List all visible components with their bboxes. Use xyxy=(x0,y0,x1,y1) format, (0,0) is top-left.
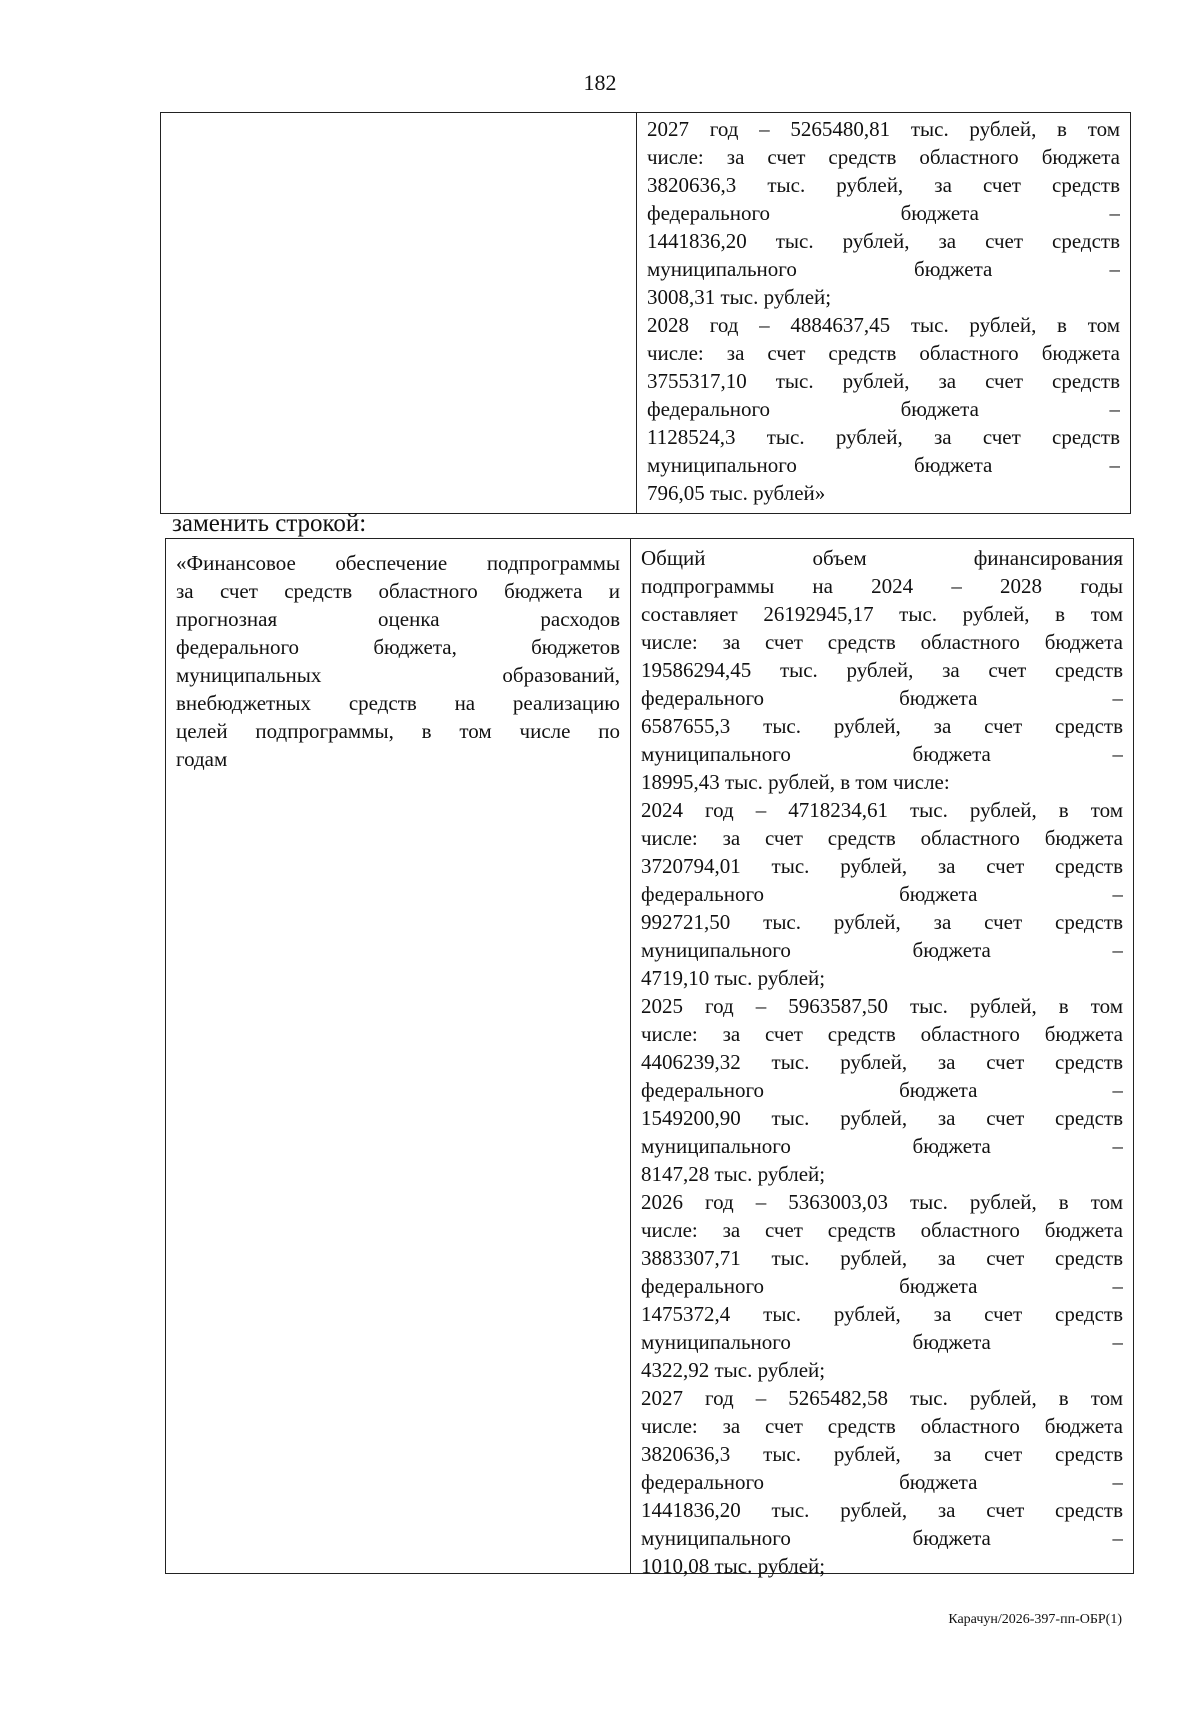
text-line: муниципального бюджета – xyxy=(641,938,1123,962)
text-line: 992721,50 тыс. рублей, за счет средств xyxy=(641,910,1123,934)
table-old-right-text xyxy=(637,113,1130,507)
text-line: 2025 год – 5963587,50 тыс. рублей, в том xyxy=(641,994,1123,1018)
text-line: 3008,31 тыс. рублей; xyxy=(647,285,832,309)
text-line: 796,05 тыс. рублей» xyxy=(647,481,826,505)
text-line: Общий объем финансирования xyxy=(641,546,1123,570)
text-line: числе: за счет средств областного бюджета xyxy=(647,145,1120,169)
text-line: федерального бюджета – xyxy=(641,686,1123,710)
text-line: федерального бюджета – xyxy=(641,882,1123,906)
text-line: 1441836,20 тыс. рублей, за счет средств xyxy=(647,229,1120,253)
text-line: 6587655,3 тыс. рублей, за счет средств xyxy=(641,714,1123,738)
table-new-right-cell xyxy=(631,539,1133,1578)
text-line: внебюджетных средств на реализацию xyxy=(176,691,620,715)
text-line: муниципального бюджета – xyxy=(641,1526,1123,1550)
table-new-row xyxy=(165,538,1134,1578)
text-line: 1475372,4 тыс. рублей, за счет средств xyxy=(641,1302,1123,1326)
text-line: 2027 год – 5265482,58 тыс. рублей, в том xyxy=(641,1386,1123,1410)
text-line: муниципального бюджета – xyxy=(641,1330,1123,1354)
text-line: 1128524,3 тыс. рублей, за счет средств xyxy=(647,425,1120,449)
document-footer-code: Карачун/2026-397-пп-ОБР(1) xyxy=(948,1612,1122,1627)
text-line: 3755317,10 тыс. рублей, за счет средств xyxy=(647,369,1120,393)
text-line: федерального бюджета – xyxy=(641,1274,1123,1298)
table-new-right-text xyxy=(631,539,1133,1580)
text-line: федерального бюджета – xyxy=(647,201,1120,225)
text-line: «Финансовое обеспечение подпрограммы xyxy=(176,551,620,575)
text-line: подпрограммы на 2024 – 2028 годы xyxy=(641,574,1123,598)
text-line: 3720794,01 тыс. рублей, за счет средств xyxy=(641,854,1123,878)
text-line: числе: за счет средств областного бюджета xyxy=(641,1218,1123,1242)
text-line: числе: за счет средств областного бюджета xyxy=(647,341,1120,365)
text-line: 3820636,3 тыс. рублей, за счет средств xyxy=(641,1442,1123,1466)
table-old-right-cell xyxy=(637,113,1130,513)
text-line: числе: за счет средств областного бюджета xyxy=(641,1022,1123,1046)
table-new-left-text xyxy=(166,539,630,773)
text-line: 3820636,3 тыс. рублей, за счет средств xyxy=(647,173,1120,197)
text-line: муниципальных образований, xyxy=(176,663,620,687)
text-line: федерального бюджета – xyxy=(641,1078,1123,1102)
text-line: 2024 год – 4718234,61 тыс. рублей, в том xyxy=(641,798,1123,822)
text-line: 2028 год – 4884637,45 тыс. рублей, в том xyxy=(647,313,1120,337)
text-line: 8147,28 тыс. рублей; xyxy=(641,1162,826,1186)
text-line: 1441836,20 тыс. рублей, за счет средств xyxy=(641,1498,1123,1522)
text-line: 1010,08 тыс. рублей; xyxy=(641,1554,826,1578)
text-line: целей подпрограммы, в том числе по xyxy=(176,719,620,743)
text-line: федерального бюджета, бюджетов xyxy=(176,635,620,659)
table-old-left-cell xyxy=(161,113,637,513)
text-line: федерального бюджета – xyxy=(647,397,1120,421)
text-line: составляет 26192945,17 тыс. рублей, в том xyxy=(641,602,1123,626)
table-old-row xyxy=(160,112,1131,514)
replace-instruction: заменить строкой: xyxy=(172,510,367,537)
text-line: муниципального бюджета – xyxy=(647,257,1120,281)
text-line: 18995,43 тыс. рублей, в том числе: xyxy=(641,770,950,794)
text-line: муниципального бюджета – xyxy=(641,1134,1123,1158)
text-line: 1549200,90 тыс. рублей, за счет средств xyxy=(641,1106,1123,1130)
text-line: 2027 год – 5265480,81 тыс. рублей, в том xyxy=(647,117,1120,141)
text-line: федерального бюджета – xyxy=(641,1470,1123,1494)
text-line: прогнозная оценка расходов xyxy=(176,607,620,631)
text-line: числе: за счет средств областного бюджета xyxy=(641,1414,1123,1438)
text-line: 2026 год – 5363003,03 тыс. рублей, в том xyxy=(641,1190,1123,1214)
text-line: годам xyxy=(176,747,228,771)
text-line: 4322,92 тыс. рублей; xyxy=(641,1358,826,1382)
text-line: за счет средств областного бюджета и xyxy=(176,579,620,603)
page-number: 182 xyxy=(583,70,617,95)
text-line: числе: за счет средств областного бюджета xyxy=(641,826,1123,850)
text-line: муниципального бюджета – xyxy=(647,453,1120,477)
table-new-left-cell xyxy=(166,539,631,1573)
text-line: 4719,10 тыс. рублей; xyxy=(641,966,826,990)
text-line: муниципального бюджета – xyxy=(641,742,1123,766)
text-line: 3883307,71 тыс. рублей, за счет средств xyxy=(641,1246,1123,1270)
text-line: 4406239,32 тыс. рублей, за счет средств xyxy=(641,1050,1123,1074)
text-line: числе: за счет средств областного бюджета xyxy=(641,630,1123,654)
text-line: 19586294,45 тыс. рублей, за счет средств xyxy=(641,658,1123,682)
